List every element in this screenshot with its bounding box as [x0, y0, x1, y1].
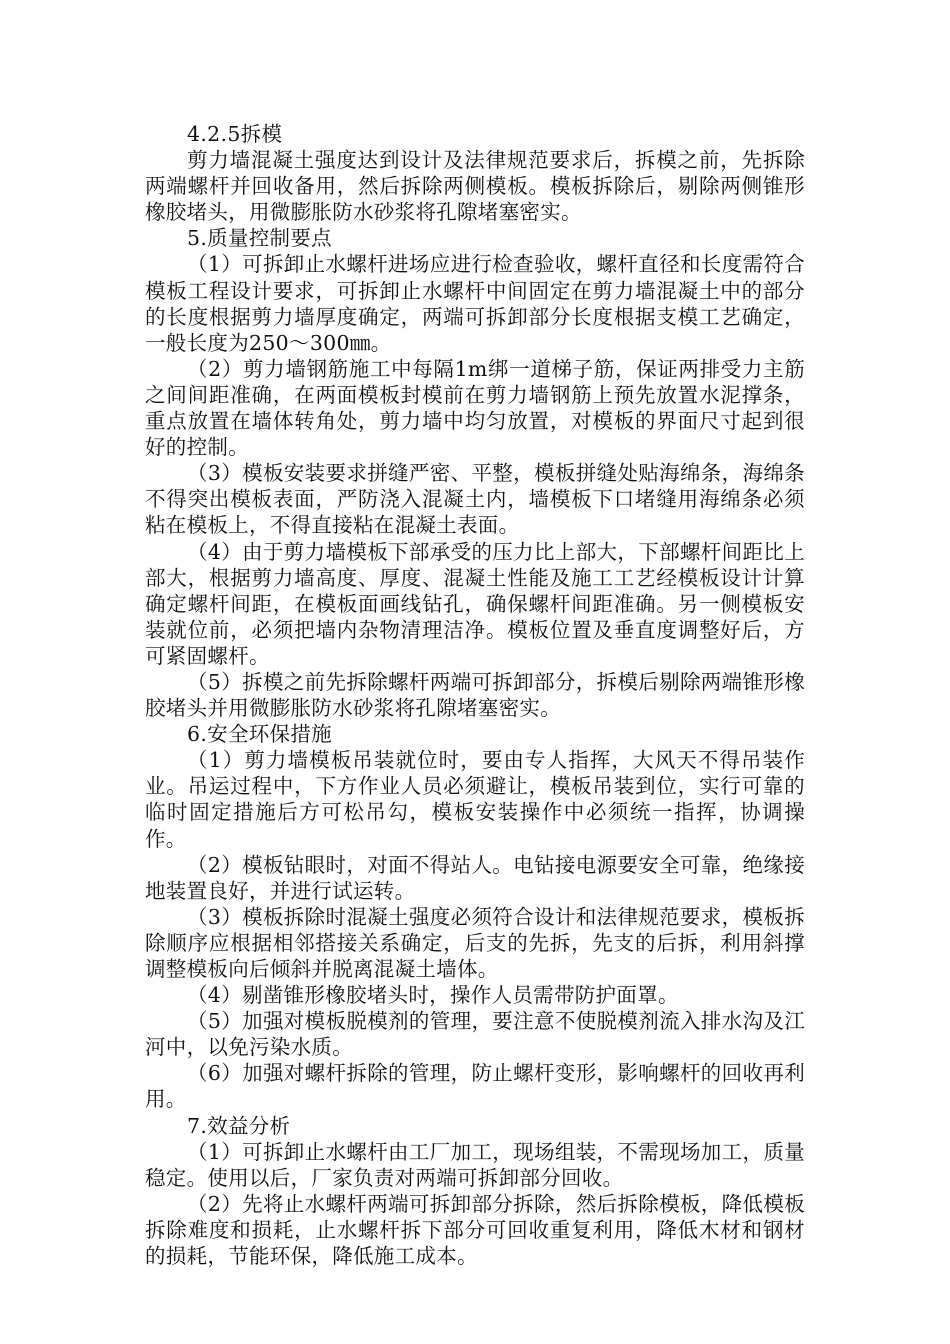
section-heading-safety: 6.安全环保措施 [187, 722, 332, 747]
list-item: （3）模板安装要求拼缝严密、平整，模板拼缝处贴海绵条，海绵条不得突出模板表面，严防浇入混凝土内，墙模板下口堵缝用海绵条必须粘在模板上，不得直接粘在混凝土表面。 [145, 461, 805, 538]
list-item: （2）先将止水螺杆两端可拆卸部分拆除，然后拆除模板，降低模板拆除难度和损耗，止水螺杆拆下部分可回收重复利用，降低木材和钢材的损耗，节能环保，降低施工成本。 [145, 1191, 805, 1269]
section-heading-benefit: 7.效益分析 [187, 1113, 291, 1138]
list-item: （1）可拆卸止水螺杆由工厂加工，现场组装，不需现场加工，质量稳定。使用以后，厂家负责对两端可拆卸部分回收。 [145, 1139, 805, 1190]
list-item: （4）由于剪力墙模板下部承受的压力比上部大，下部螺杆间距比上部大，根据剪力墙高度、厚度、混凝土性能及施工工艺经模板设计计算确定螺杆间距，在模板面画线钻孔，确保螺杆间距准确。另一侧模板安装就位前，必须把墙内杂物清理洁净。模板位置及垂直度调整好后，方可紧固螺杆。 [145, 539, 805, 668]
list-item: （2）剪力墙钢筋施工中每隔1m绑一道梯子筋，保证两排受力主筋之间间距准确，在两面模板封模前在剪力墙钢筋上预先放置水泥撑条，重点放置在墙体转角处，剪力墙中均匀放置，对模板的界面尺寸起到很好的控制。 [145, 356, 805, 460]
list-item: （2）模板钻眼时，对面不得站人。电钻接电源要安全可靠，绝缘接地装置良好，并进行试运转。 [145, 852, 805, 903]
list-item: （5）加强对模板脱模剂的管理，要注意不使脱模剂流入排水沟及江河中，以免污染水质。 [145, 1009, 805, 1060]
paragraph: 剪力墙混凝土强度达到设计及法律规范要求后，拆模之前，先拆除两端螺杆并回收备用，然后拆除两侧模板。模板拆除后，剔除两侧锥形橡胶堵头，用微膨胀防水砂浆将孔隙堵塞密实。 [145, 148, 805, 225]
list-item: （5）拆模之前先拆除螺杆两端可拆卸部分，拆模后剔除两端锥形橡胶堵头并用微膨胀防水砂浆将孔隙堵塞密实。 [145, 669, 805, 721]
list-item: （3）模板拆除时混凝土强度必须符合设计和法律规范要求，模板拆除顺序应根据相邻搭接关系确定，后支的先拆，先支的后拆，利用斜撑调整模板向后倾斜并脱离混凝土墙体。 [145, 904, 805, 981]
section-heading-quality: 5.质量控制要点 [187, 226, 332, 251]
list-item: （4）剔凿锥形橡胶堵头时，操作人员需带防护面罩。 [187, 983, 679, 1008]
list-item: （1）剪力墙模板吊装就位时，要由专人指挥，大风天不得吊装作业。吊运过程中，下方作业人员必须避让，模板吊装到位，实行可靠的临时固定措施后方可松吊勾，模板安装操作中必须统一指挥，协调操作。 [145, 748, 805, 851]
document-page [145, 121, 805, 1269]
section-heading-dismantle: 4.2.5拆模 [187, 122, 283, 146]
list-item: （1）可拆卸止水螺杆进场应进行检查验收，螺杆直径和长度需符合模板工程设计要求，可拆卸止水螺杆中间固定在剪力墙混凝土中的部分的长度根据剪力墙厚度确定，两端可拆卸部分长度根据支模工艺确定，一般长度为250～300㎜。 [145, 252, 805, 355]
list-item: （6）加强对螺杆拆除的管理，防止螺杆变形，影响螺杆的回收再利用。 [145, 1061, 805, 1112]
